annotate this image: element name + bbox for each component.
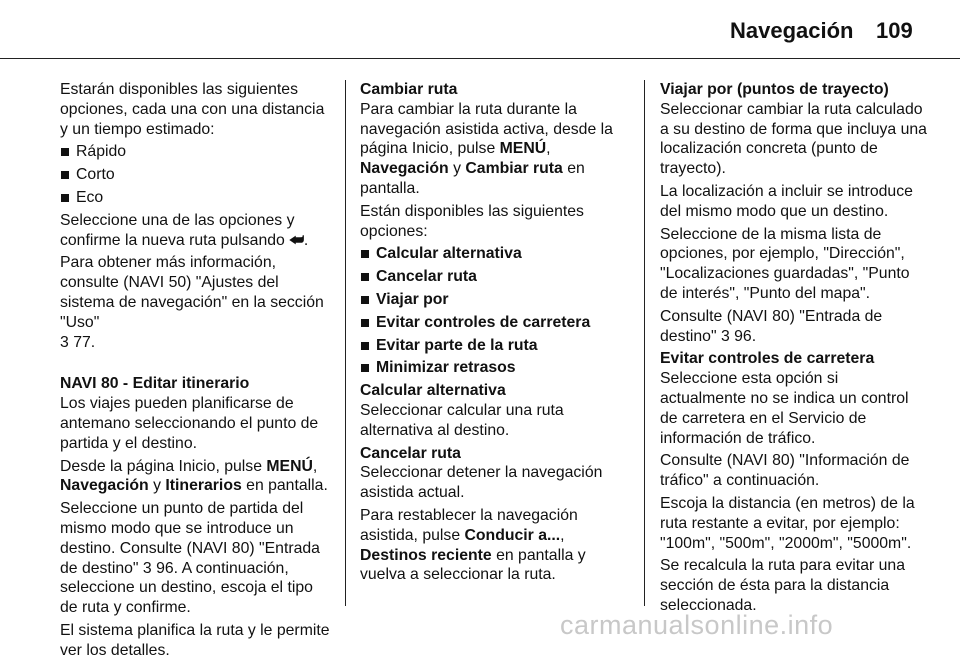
bullet-square-icon: [61, 148, 69, 156]
avoid-paragraph-2: Consulte (NAVI 80) "Información de tráfico" a continuación.: [660, 452, 910, 490]
select-paragraph: Seleccione una de las opciones y confirme la nueva ruta pulsando ⮨.: [60, 211, 309, 249]
options-intro: Están disponibles las siguientes opciones:: [360, 202, 584, 240]
avoid-paragraph-3: Escoja la distancia (en metros) de la ruta restante a evitar, por ejemplo: "100m", "500m", "2000m", "5000m".: [660, 494, 915, 552]
page-reference-icon: 3: [720, 327, 730, 345]
list-item: Cancelar ruta: [360, 267, 628, 287]
column-2: [360, 80, 628, 588]
bullet-square-icon: [361, 250, 369, 258]
section-heading: Calcular alternativa: [360, 382, 506, 400]
header-divider: [0, 58, 960, 59]
via-paragraph-2: La localización a incluir se introduce del mismo modo que un destino.: [660, 182, 913, 220]
page-number: 109: [876, 18, 913, 43]
cancel-route-section: Cancelar ruta Seleccionar detener la navegación asistida actual.: [360, 444, 603, 502]
via-paragraph-3: Seleccione de la misma lista de opciones, por ejemplo, "Dirección", "Localizaciones guardadas", "Punto de interés", "Punto del mapa".: [660, 225, 910, 302]
page-reference-icon: 3: [142, 559, 152, 577]
via-paragraph-4: Consulte (NAVI 80) "Entrada de destino" 3 96.: [660, 307, 883, 345]
select-point-paragraph: Seleccione un punto de partida del mismo modo que se introduce un destino. Consulte (NAVI 80) "Entrada de destino" 3 96. A continuación, seleccione un destino, escoja el tipo de ruta y confirme.: [60, 500, 320, 617]
bullet-square-icon: [361, 296, 369, 304]
bullet-square-icon: [361, 273, 369, 281]
section-heading: Viajar por (puntos de trayecto): [660, 81, 889, 98]
bullet-square-icon: [61, 194, 69, 202]
bullet-square-icon: [361, 342, 369, 350]
calc-alternative-section: Calcular alternativa Seleccionar calcular una ruta alternativa al destino.: [360, 382, 564, 439]
change-route-options: [360, 244, 628, 378]
column-divider-1: [345, 80, 346, 606]
bullet-square-icon: [361, 319, 369, 327]
list-item: Evitar controles de carretera: [360, 313, 628, 333]
column-3: [660, 80, 928, 619]
bullet-square-icon: [361, 364, 369, 372]
navi80-section: NAVI 80 - Editar itinerario Los viajes pueden planificarse de antemano seleccionando el punto de partida y el destino.: [60, 375, 319, 452]
list-item: Minimizar retrasos: [360, 358, 628, 378]
list-item: Viajar por: [360, 290, 628, 310]
section-heading: NAVI 80 - Editar itinerario: [60, 375, 250, 393]
column-1: [60, 80, 330, 664]
list-item: Calcular alternativa: [360, 244, 628, 264]
via-section: Viajar por (puntos de trayecto) Seleccionar cambiar la ruta calculado a su destino de forma que incluya una localización concreta (punto de trayecto).: [660, 81, 927, 178]
section-heading: Cancelar ruta: [360, 444, 461, 462]
change-route-section: Cambiar ruta Para cambiar la ruta durante la navegación asistida activa, desde la página Inicio, pulse MENÚ, Navegación y Cambiar ruta en pantalla.: [360, 81, 613, 197]
avoid-paragraph-4: Se recalcula la ruta para evitar una sección de ésta para la distancia seleccionada.: [660, 557, 905, 614]
section-heading: Cambiar ruta: [360, 81, 458, 98]
page-reference-icon: 3: [60, 333, 69, 351]
list-item: Rápido: [60, 142, 330, 162]
info-paragraph: Para obtener más información, consulte (NAVI 50) "Ajustes del sistema de navegación" en la sección "Uso" 3 77.: [60, 254, 324, 351]
bullet-square-icon: [61, 171, 69, 179]
back-arrow-icon: ⮨: [289, 231, 304, 249]
system-paragraph: El sistema planifica la ruta y le permite ver los detalles.: [60, 621, 330, 659]
route-options-list: [60, 142, 330, 207]
column-divider-2: [644, 80, 645, 606]
list-item: Evitar parte de la ruta: [360, 336, 628, 356]
page-header: [0, 0, 960, 58]
options-intro: Estarán disponibles las siguientes opciones, cada una con una distancia y un tiempo estimado:: [60, 81, 325, 138]
home-paragraph: Desde la página Inicio, pulse MENÚ, Navegación y Itinerarios en pantalla.: [60, 457, 328, 495]
avoid-section: Evitar controles de carretera Seleccione esta opción si actualmente no se indica un control de carretera en el Servicio de información de tráfico.: [660, 350, 909, 447]
restore-paragraph: Para restablecer la navegación asistida, pulse Conducir a..., Destinos reciente en pantalla y vuelva a seleccionar la ruta.: [360, 506, 586, 584]
watermark: carmanualsonline.info: [560, 610, 834, 640]
page-title: Navegación: [730, 18, 854, 43]
list-item: Corto: [60, 165, 330, 185]
section-heading: Evitar controles de carretera: [660, 350, 875, 368]
list-item: Eco: [60, 188, 330, 208]
